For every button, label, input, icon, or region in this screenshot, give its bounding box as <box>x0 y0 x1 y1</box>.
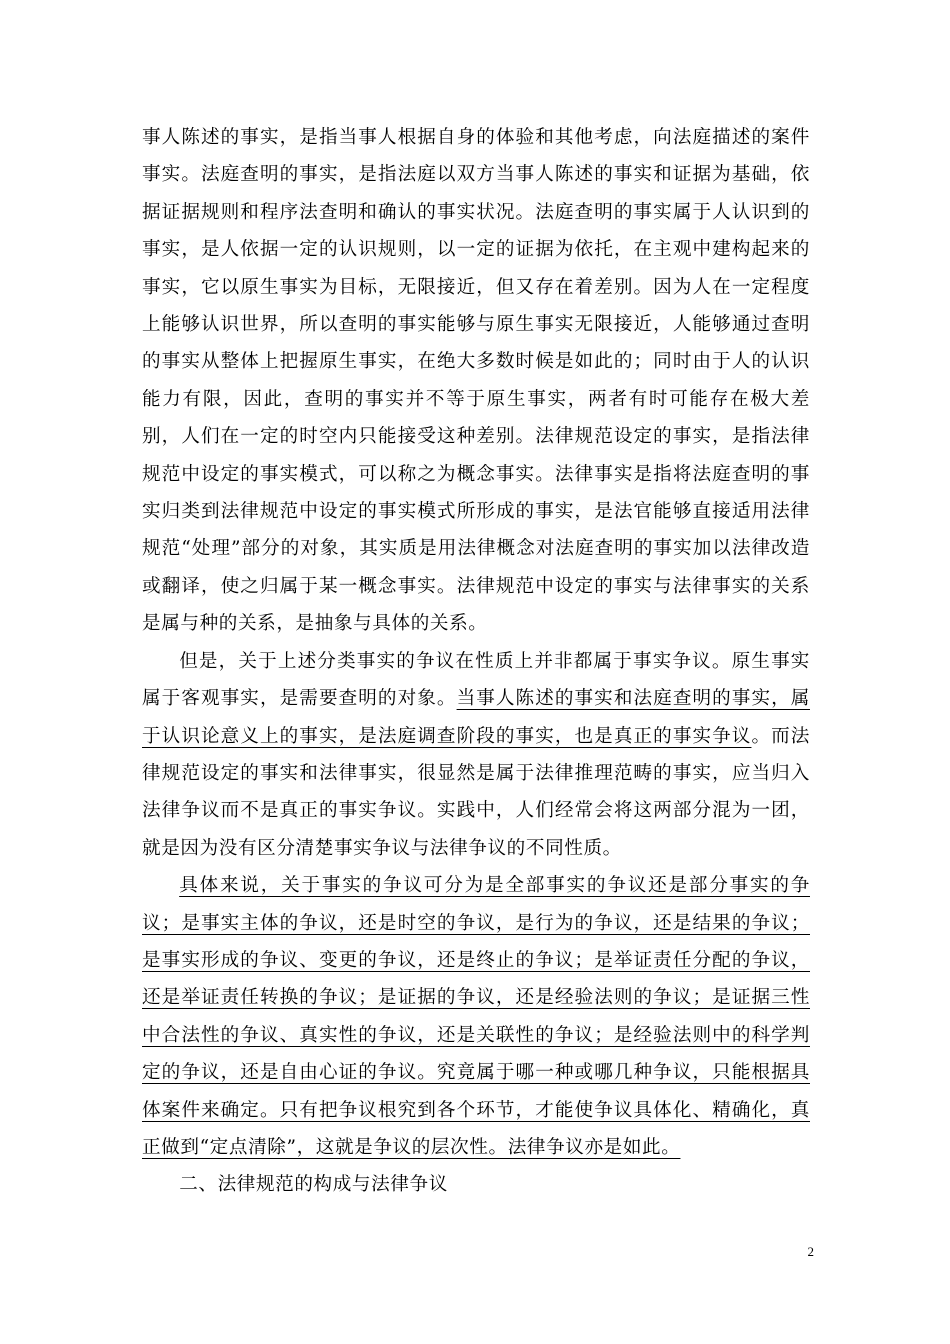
heading-text: 二、法律规范的构成与法律争议 <box>179 1174 448 1196</box>
paragraph-2 <box>142 643 810 867</box>
paragraph-3 <box>142 867 810 1166</box>
text-segment: 事人陈述的事实，是指当事人根据自身的体验和其他考虑，向法庭描述的案件事实。法庭查明的事实，是指法庭以双方当事人陈述的事实和证据为基础，依据证据规则和程序法查明和确认的事实状况。法庭查明的事实属于人认识到的事实，是人依据一定的认识规则，以一定的证据为依托，在主观中建构起来的事实，它以原生事实为目标，无限接近，但又存在着差别。因为人在一定程度上能够认识世界，所以查明的事实能够与原生事实无限接近，人能够通过查明的事实从整体上把握原生事实，在绝大多数时候是如此的；同时由于人的认识能力有限，因此，查明的事实并不等于原生事实，两者有时可能存在极大差别，人们在一定的时空内只能接受这种差别。法律规范设定的事实，是指法律规范中设定的事实模式，可以称之为概念事实。法律事实是指将法庭查明的事实归类到法律规范中设定的事实模式所形成的事实，是法官能够直接适用法律规范“处理”部分的对象，其实质是用法律概念对法庭查明的事实加以法律改造或翻译，使之归属于某一概念事实。法律规范中设定的事实与法律事实的关系是属与种的关系，是抽象与具体的关系。 <box>142 127 810 635</box>
underlined-text-segment: 具体来说，关于事实的争议可分为是全部事实的争议还是部分事实的争议；是事实主体的争议，还是时空的争议，是行为的争议，还是结果的争议；是事实形成的争议、变更的争议，还是终止的争议；是举证责任分配的争议，还是举证责任转换的争议；是证据的争议，还是经验法则的争议；是证据三性中合法性的争议、真实性的争议，还是关联性的争议；是经验法则中的科学判定的争议，还是自由心证的争议。究竟属于哪一种或哪几种争议，只能根据具体案件来确定。只有把争议根究到各个环节，才能使争议具体化、精确化，真正做到“定点清除”，这就是争议的层次性。法律争议亦是如此。 <box>142 875 810 1158</box>
underlined-text-segment: 当事人陈述的事实和法庭查明的事实，属于认识论意义上的事实，是法庭调查阶段的事实，也是真正的事实争议 <box>142 688 810 747</box>
body-text <box>142 119 810 1204</box>
text-segment: 。而法律规范设定的事实和法律事实，很显然是属于法律推理范畴的事实，应当归入法律争议而不是真正的事实争议。实践中，人们经常会将这两部分混为一团，就是因为没有区分清楚事实争议与法律争议的不同性质。 <box>142 725 810 859</box>
section-heading <box>142 1166 810 1203</box>
page-number: 2 <box>807 1244 814 1259</box>
text-segment: 但是，关于上述分类事实的争议在性质上并非都属于事实争议。原生事实属于客观事实，是需要查明的对象。 <box>142 650 810 710</box>
paragraph-1 <box>142 119 810 643</box>
